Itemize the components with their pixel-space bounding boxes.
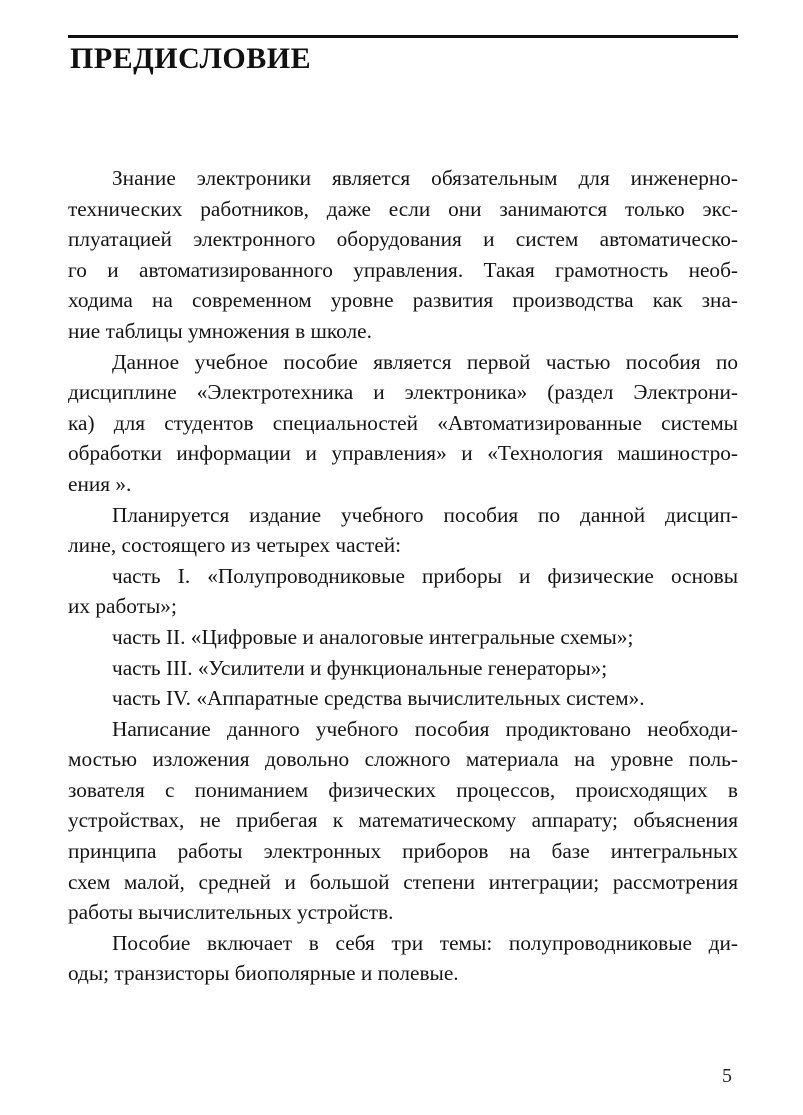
text-line: схем малой, средней и большой степени интеграции; рассмотрения: [68, 869, 738, 894]
body-text: [68, 163, 738, 989]
text-line: ние таблицы умножения в школе.: [68, 318, 372, 343]
text-line: обработки информации и управления» и «Технология машиностро-: [68, 441, 738, 466]
text-line: мостью изложения довольно сложного материала на уровне поль-: [68, 747, 738, 772]
list-item-continuation: их работы»;: [68, 594, 177, 619]
parts-list: [68, 561, 738, 714]
text-line: Пособие включает в себя три темы: полупроводниковые ди-: [112, 930, 738, 955]
paragraph: [68, 163, 738, 347]
list-item: часть IV. «Аппаратные средства вычислительных систем».: [112, 686, 645, 711]
text-line: Планируется издание учебного пособия по данной дисцип-: [112, 502, 738, 527]
text-line: Написание данного учебного пособия продиктовано необходи-: [112, 716, 738, 741]
text-line: оды; транзисторы биополярные и полевые.: [68, 961, 459, 986]
header-rule: [68, 35, 738, 38]
text-line: лине, состоящего из четырех частей:: [68, 533, 402, 558]
paragraph: [68, 928, 738, 989]
text-line: принципа работы электронных приборов на базе интегральных: [68, 839, 738, 864]
text-line: го и автоматизированного управления. Такая грамотность необ-: [68, 257, 738, 282]
text-line: ходима на современном уровне развития производства как зна-: [68, 288, 738, 313]
list-item: часть II. «Цифровые и аналоговые интегральные схемы»;: [112, 624, 634, 649]
text-line: Знание электроники является обязательным для инженерно-: [112, 166, 738, 190]
text-line: технических работников, даже если они занимаются только экс-: [68, 196, 738, 221]
text-line: ения ».: [68, 471, 132, 496]
page-number: 5: [722, 1065, 732, 1087]
list-item: часть III. «Усилители и функциональные генераторы»;: [112, 655, 608, 680]
text-line: работы вычислительных устройств.: [68, 900, 394, 925]
text-line: Данное учебное пособие является первой частью пособия по: [112, 349, 738, 374]
page-title: ПРЕДИСЛОВИЕ: [70, 42, 312, 75]
paragraph: [68, 347, 738, 500]
text-line: дисциплине «Электротехника и электроника» (раздел Электрони-: [68, 380, 738, 405]
paragraph: [68, 714, 738, 928]
list-item: часть I. «Полупроводниковые приборы и физические основы: [112, 563, 738, 588]
text-line: ка) для студентов специальностей «Автоматизированные системы: [68, 410, 738, 435]
text-line: устройствах, не прибегая к математическому аппарату; объяснения: [68, 808, 738, 833]
text-line: плуатацией электронного оборудования и систем автоматическо-: [68, 227, 738, 252]
paragraph: [68, 500, 738, 561]
text-line: зователя с пониманием физических процессов, происходящих в: [68, 777, 738, 802]
